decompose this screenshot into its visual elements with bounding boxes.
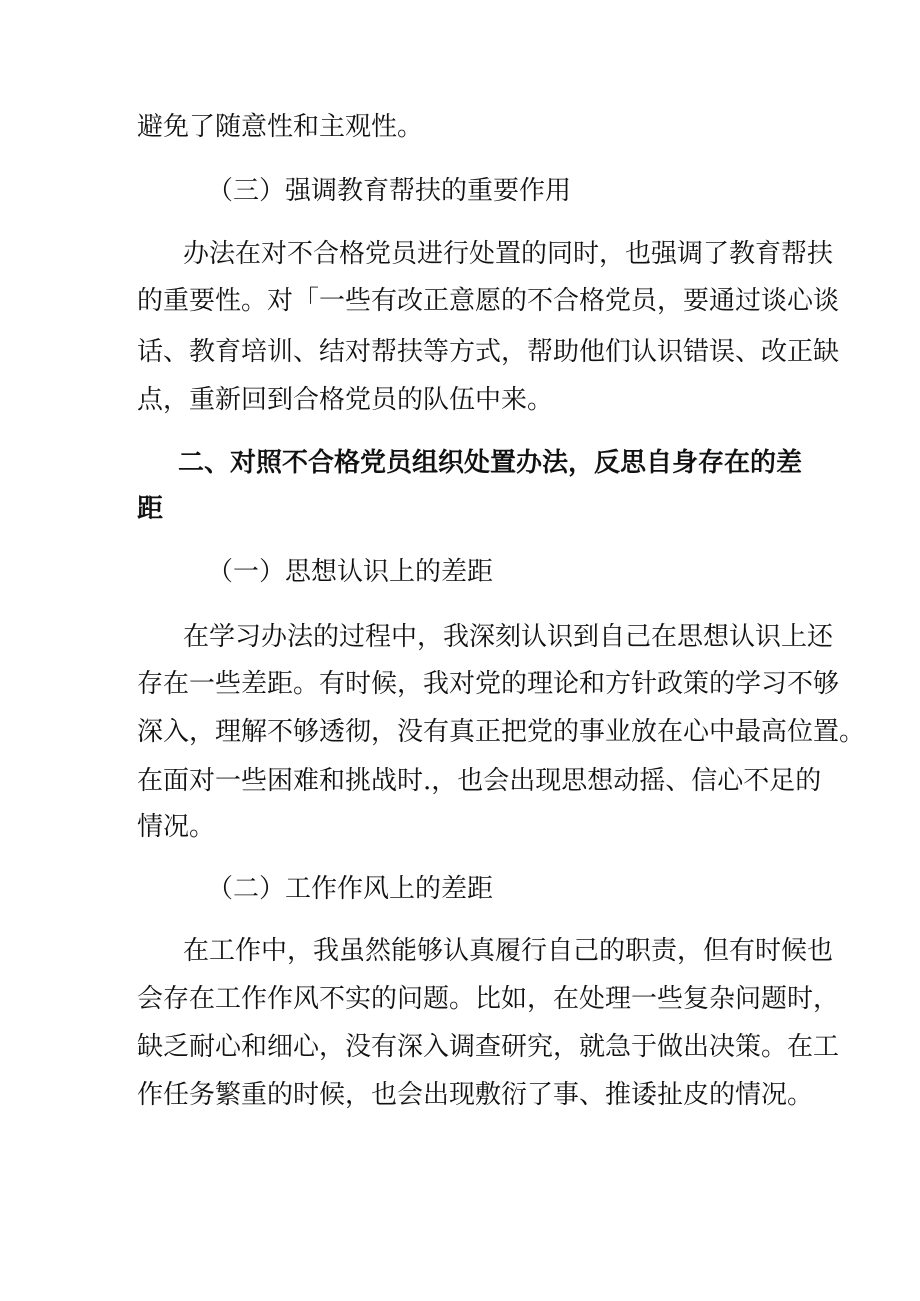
subheading-two: （二）工作作风上的差距 bbox=[207, 874, 494, 904]
body-line: 情况。 bbox=[137, 812, 216, 842]
body-line: 在工作中，我虽然能够认真履行自己的职责，但有时候也 bbox=[183, 936, 834, 966]
body-line: 会存在工作作风不实的问题。比如，在处理一些复杂问题时， bbox=[137, 984, 840, 1014]
body-line: 深入，理解不够透彻，没有真正把党的事业放在心中最高位置。 bbox=[137, 717, 866, 747]
body-line: 办法在对不合格党员进行处置的同时，也强调了教育帮扶 bbox=[183, 239, 834, 269]
body-line: 作任务繁重的时候，也会出现敷衍了事、推诿扯皮的情况。 bbox=[137, 1080, 814, 1110]
section-heading-two: 二、对照不合格党员组织处置办法，反思自身存在的差 bbox=[178, 448, 803, 478]
body-line: 在学习办法的过程中，我深刻认识到自己在思想认识上还 bbox=[183, 622, 834, 652]
body-line: 缺乏耐心和细心，没有深入调查研究，就急于做出决策。在工 bbox=[137, 1032, 840, 1062]
body-line: 点，重新回到合格党员的队伍中来。 bbox=[137, 385, 554, 415]
section-heading-two: 距 bbox=[137, 494, 164, 524]
body-line: 存在一些差距。有时候，我对党的理论和方针政策的学习不够 bbox=[137, 669, 840, 699]
body-line: 的重要性。对「一些有改正意愿的不合格党员，要通过谈心谈 bbox=[137, 286, 840, 316]
paragraph-end-line: 避免了随意性和主观性。 bbox=[137, 112, 424, 142]
body-line: 在面对一些困难和挑战时.，也会出现思想动摇、信心不足的 bbox=[137, 766, 822, 796]
subheading-one: （一）思想认识上的差距 bbox=[207, 557, 494, 587]
body-line: 话、教育培训、结对帮扶等方式，帮助他们认识错误、改正缺 bbox=[137, 337, 840, 367]
subheading-three: （三）强调教育帮扶的重要作用 bbox=[207, 176, 572, 206]
